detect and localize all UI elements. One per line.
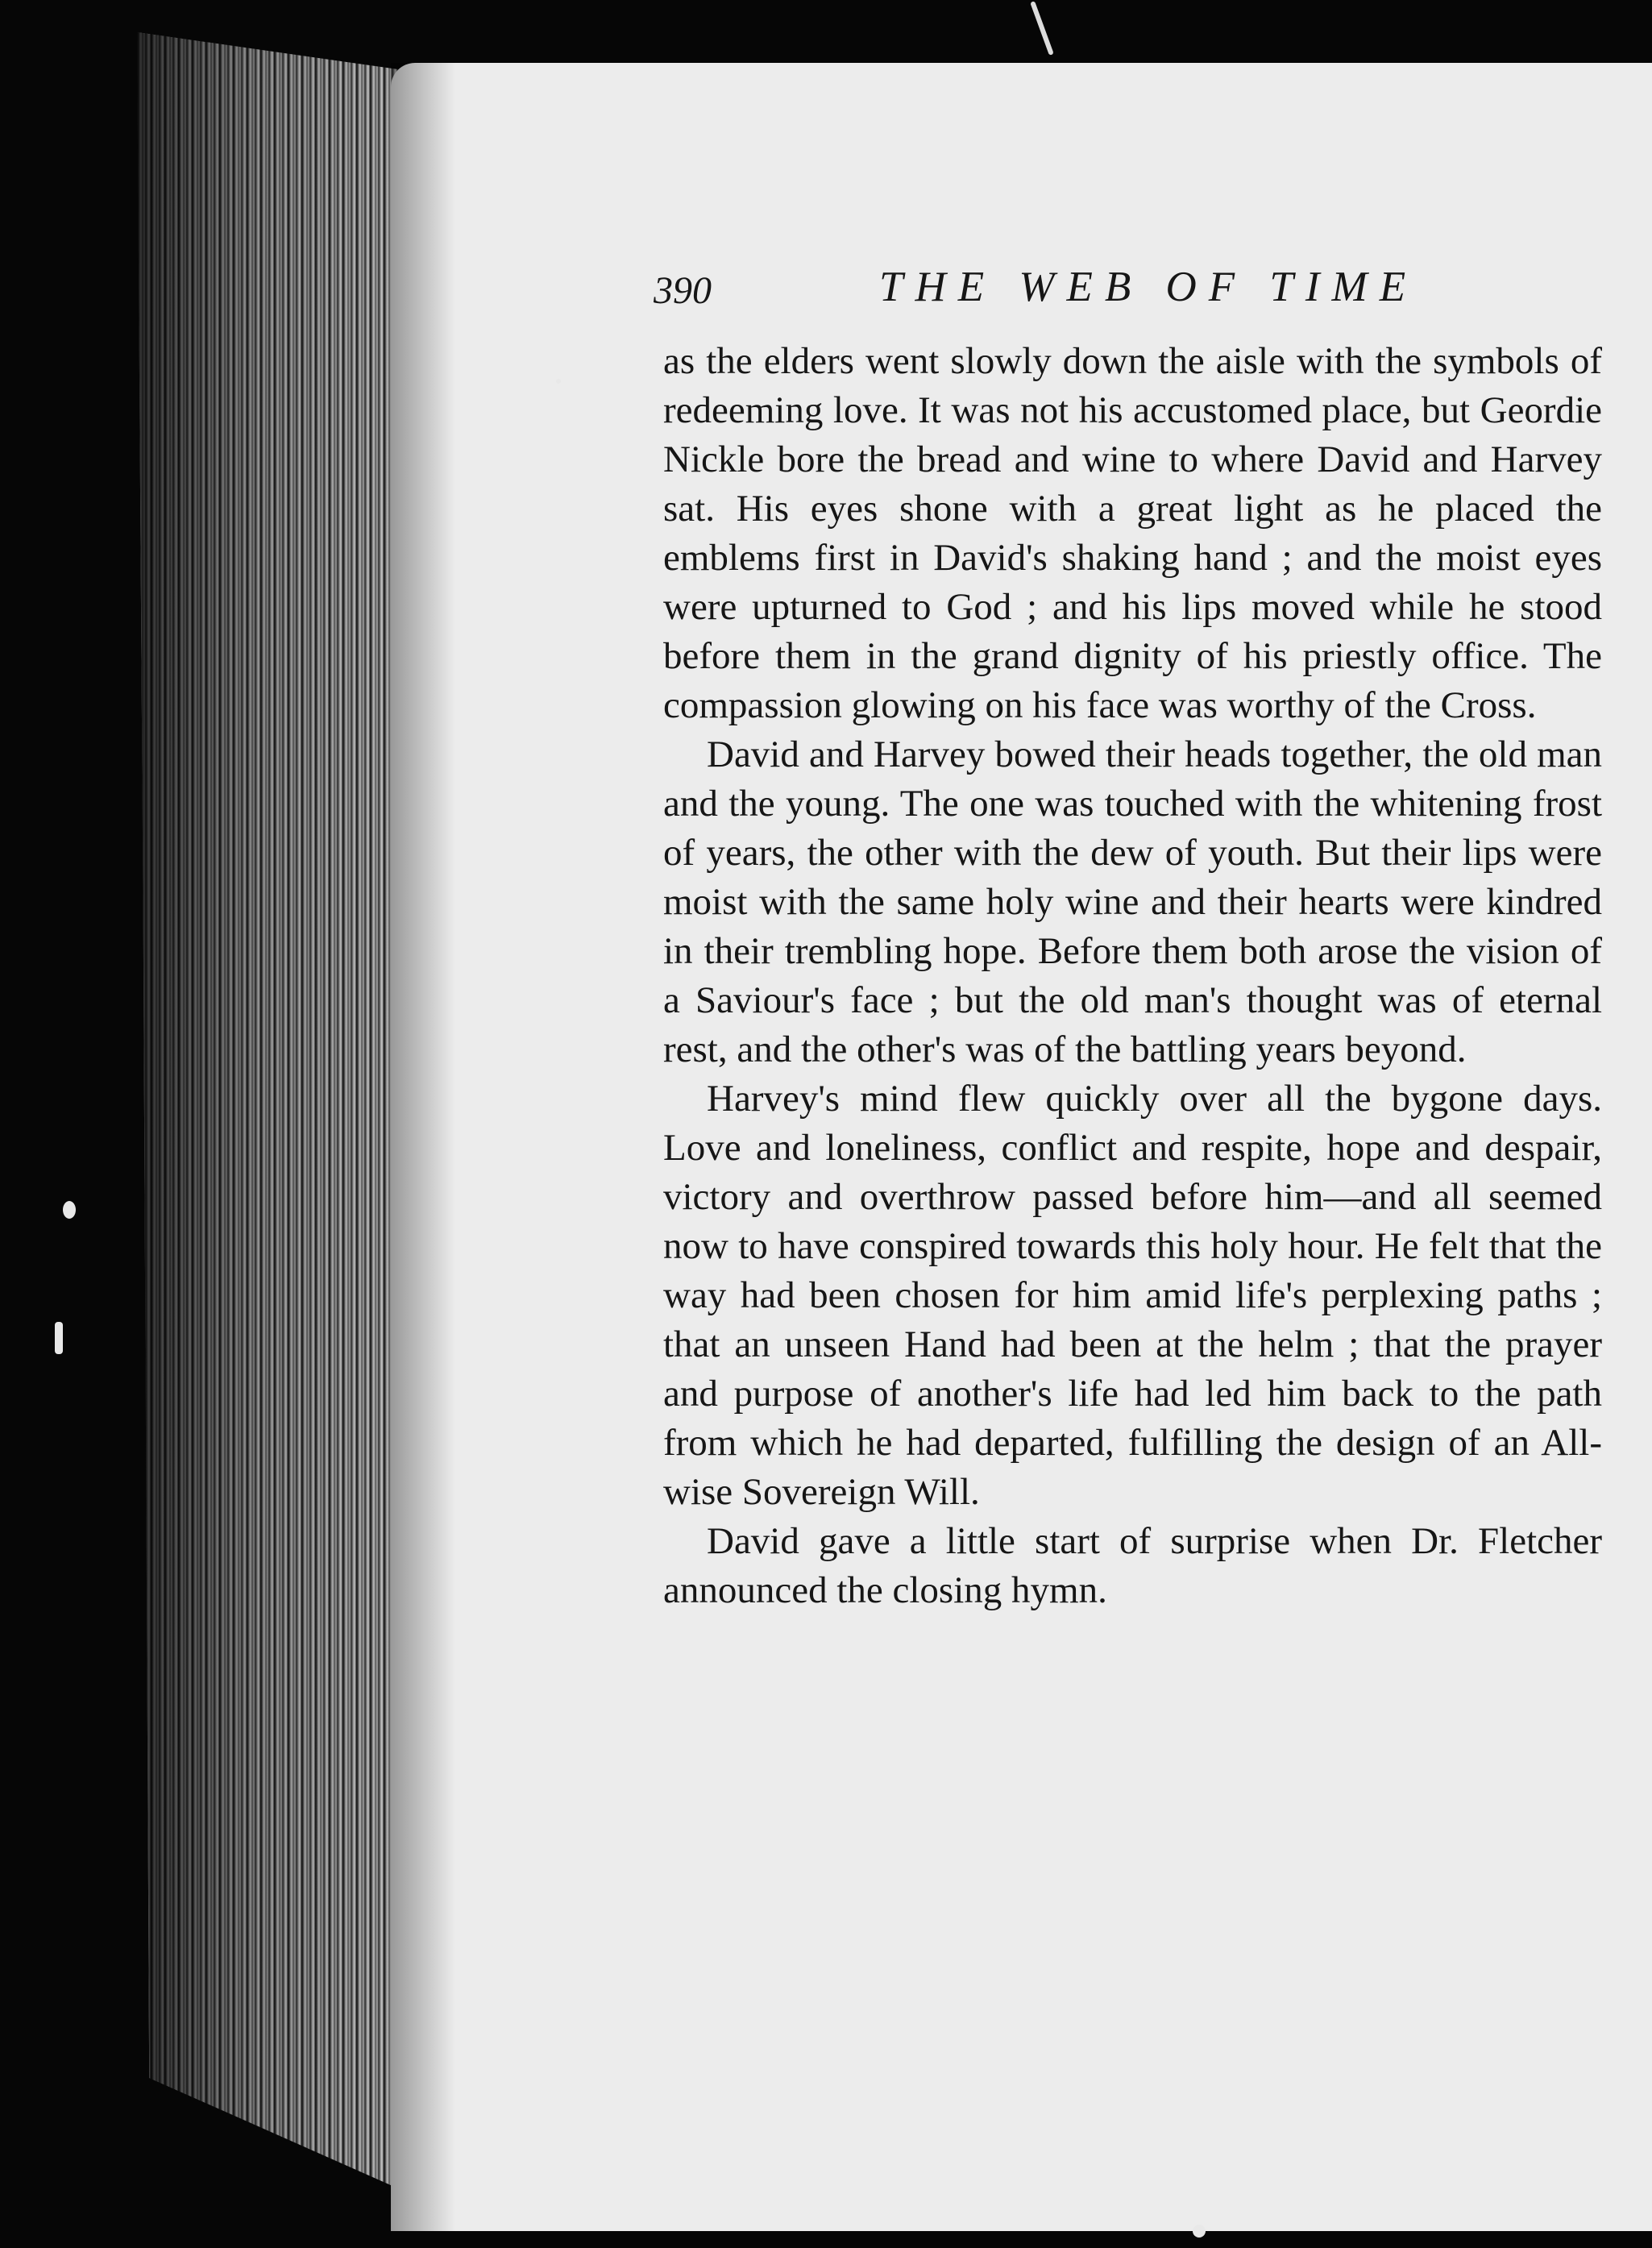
running-title: THE WEB OF TIME bbox=[879, 264, 1418, 310]
paragraph: David gave a little start of surprise when Dr. Fletcher announced the closing hymn. bbox=[663, 1520, 1602, 1611]
scan-speck bbox=[1193, 2225, 1206, 2238]
gutter-shadow bbox=[391, 63, 455, 2231]
text-block bbox=[654, 264, 1602, 1615]
paragraph: as the elders went slowly down the aisle with the symbols of redeeming love. It was not his accustomed place, but Geordie Nickle bore the bread and wine to where David and Harvey sat. His eyes shone with a great light as he placed the emblems first in David's shaking hand ; and the moist eyes were upturned to God ; and his lips moved while he stood before them in the grand dignity of his priestly office. The compassion glowing on his face was worthy of the Cross. bbox=[663, 340, 1602, 726]
paragraph: David and Harvey bowed their heads together, the old man and the young. The one was touched with the whitening frost of years, the other with the dew of youth. But their lips were moist with the same holy wine and their hearts were kindred in their trembling hope. Before them both arose the vision of a Saviour's face ; but the old man's thought was of eternal rest, and the other's was of the battling years beyond. bbox=[663, 733, 1602, 1070]
running-head bbox=[654, 264, 1602, 330]
paragraph: Harvey's mind flew quickly over all the bygone days. Love and loneliness, conflict and respite, hope and despair, victory and overthrow passed before him—and all seemed now to have conspired towards this holy hour. He felt that the way had been chosen for him amid life's perplexing paths ; that an unseen Hand had been at the helm ; that the prayer and purpose of another's life had led him back to the path from which he had departed, fulfilling the design of an All-wise Sovereign Will. bbox=[663, 1078, 1602, 1513]
page-number: 390 bbox=[654, 269, 712, 312]
scan-speck bbox=[55, 1322, 63, 1354]
scan-speck bbox=[63, 1201, 76, 1219]
scan-speck bbox=[1030, 1, 1054, 56]
scan-speck bbox=[556, 379, 561, 384]
